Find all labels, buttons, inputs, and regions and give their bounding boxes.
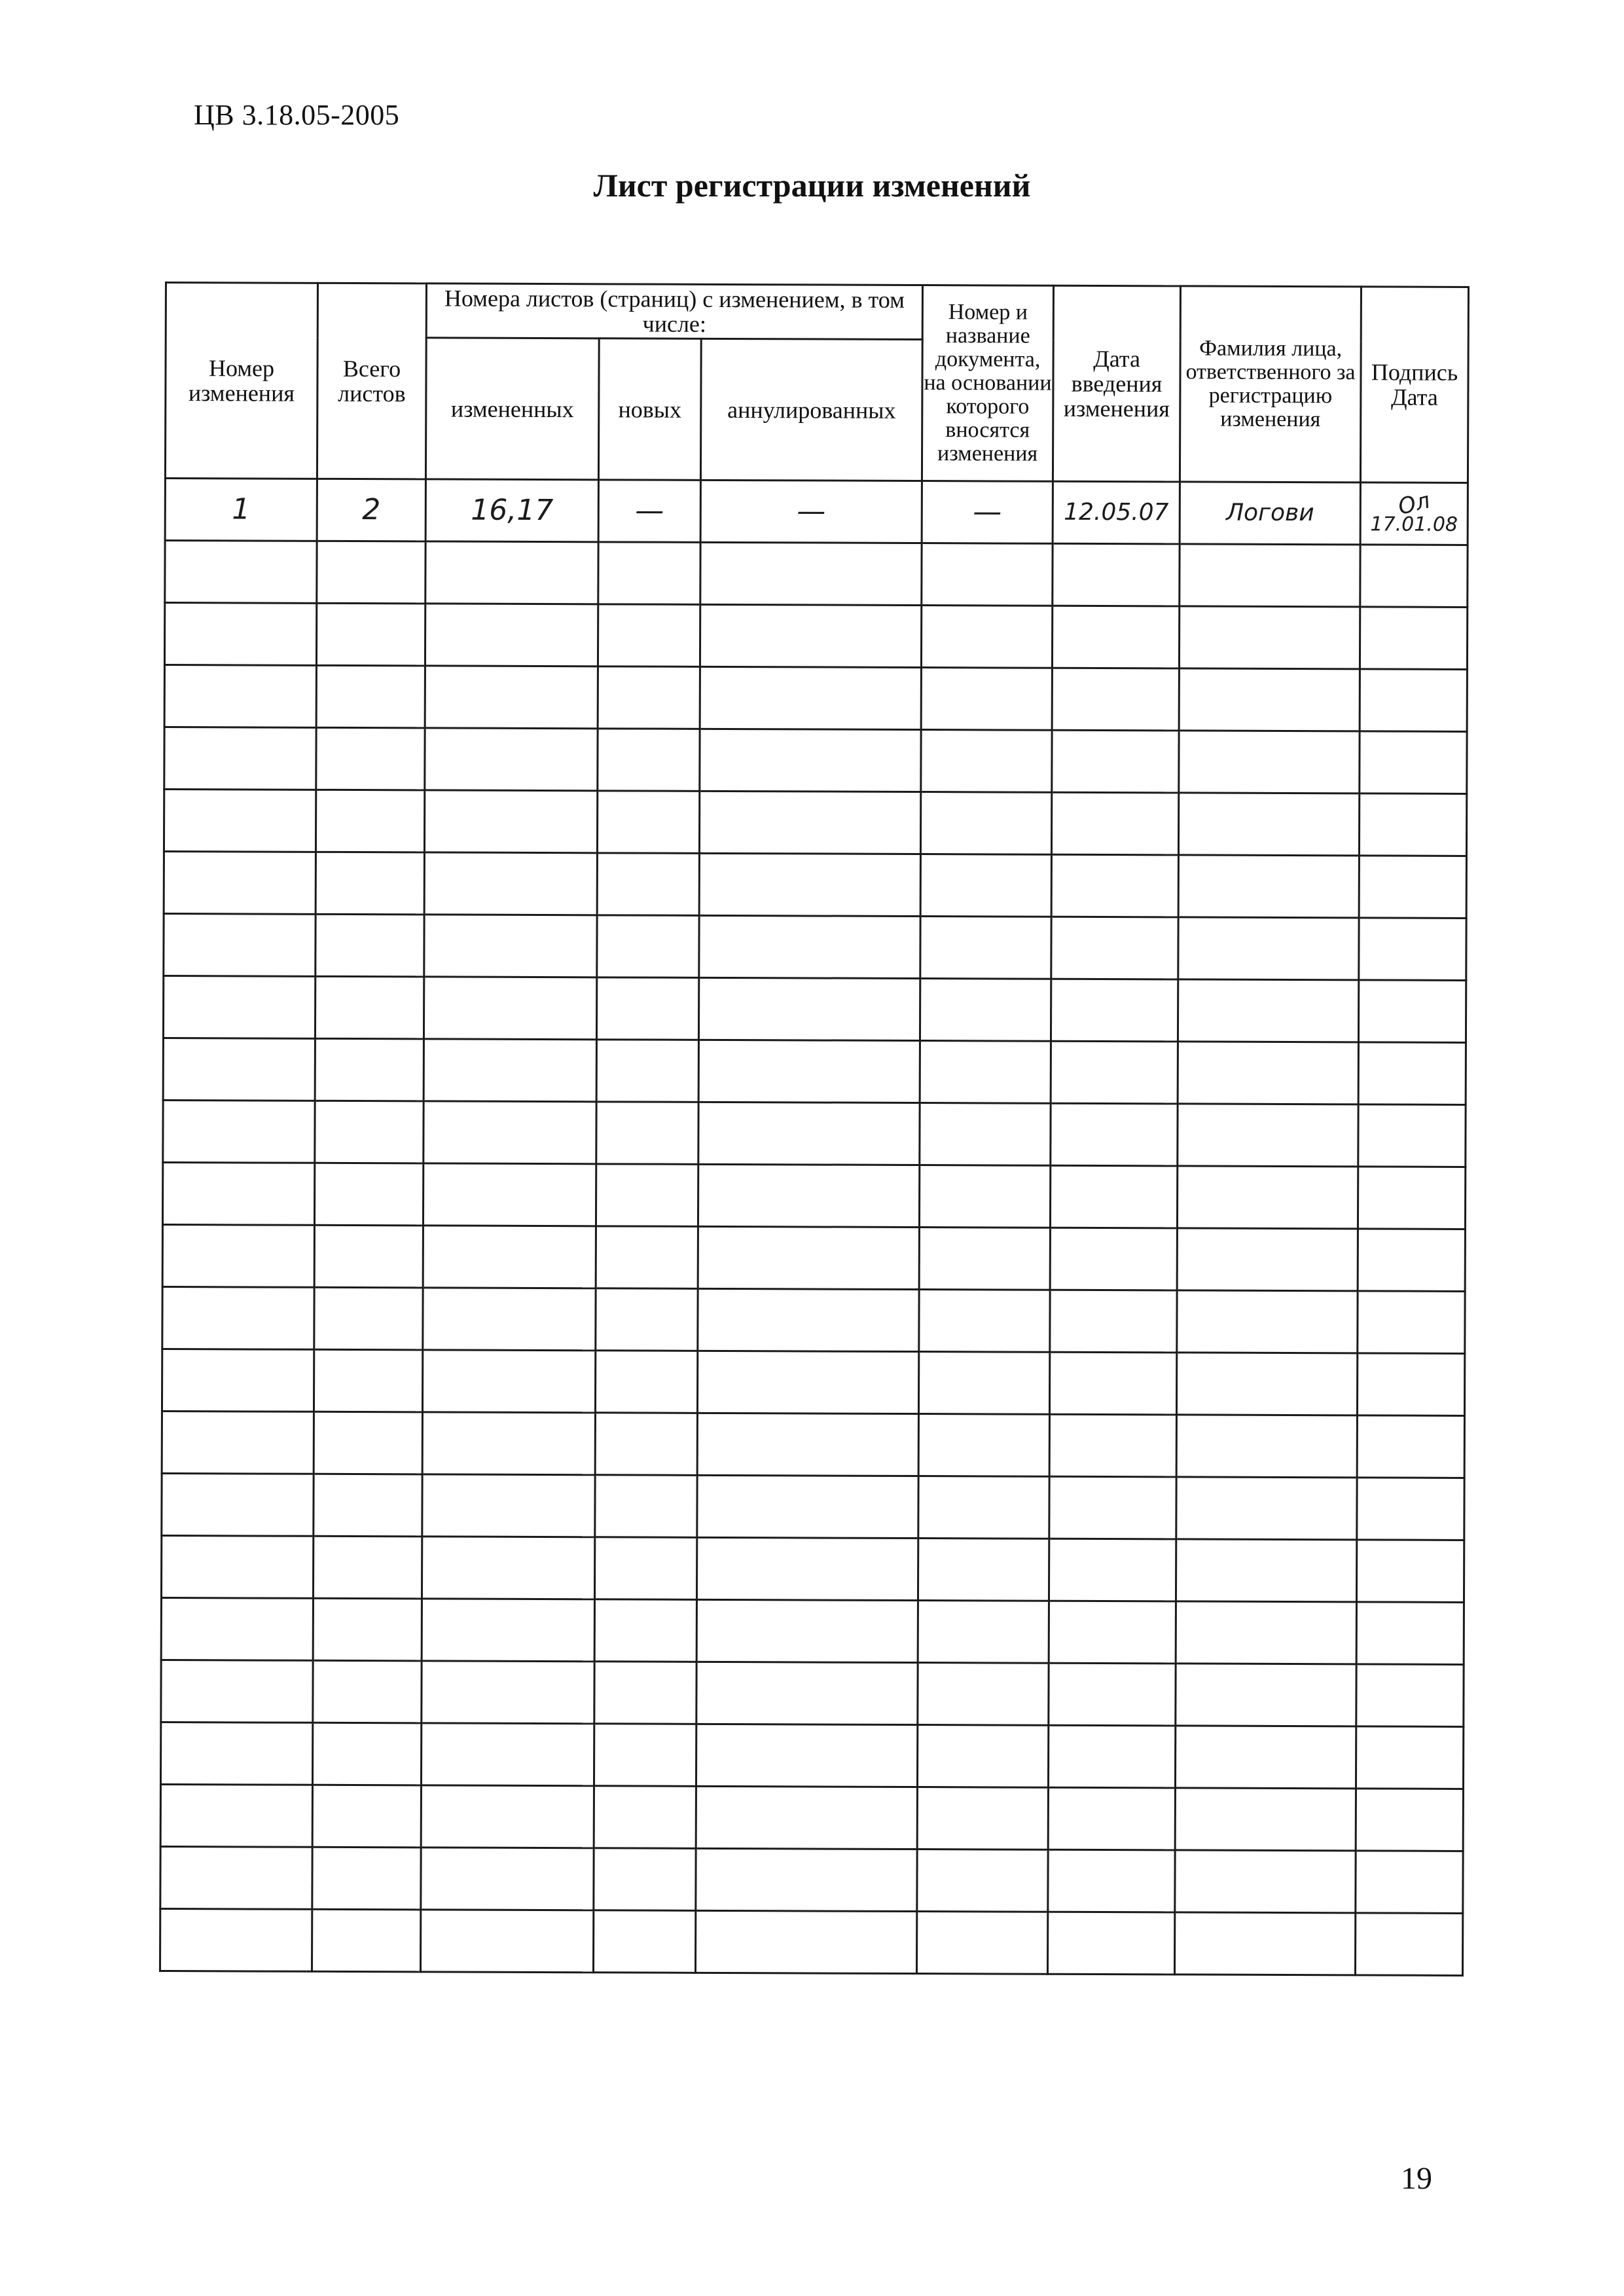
table-cell [1358, 980, 1466, 1043]
cell-new: — [598, 480, 700, 543]
table-cell [1360, 669, 1467, 732]
table-cell [422, 1412, 595, 1475]
table-cell [161, 1660, 313, 1722]
table-cell [1049, 1725, 1176, 1788]
table-cell [1052, 606, 1179, 668]
table-cell [1048, 1787, 1175, 1850]
signature-date-value: 17.01.08 [1370, 513, 1458, 536]
table-cell [160, 1722, 312, 1785]
table-cell [312, 1785, 421, 1848]
table-row [162, 1286, 1465, 1353]
table-cell [1356, 1726, 1464, 1789]
table-cell [312, 1847, 421, 1910]
table-cell [1359, 856, 1466, 919]
table-cell [421, 1723, 594, 1786]
table-cell [596, 1226, 698, 1289]
table-cell [594, 1848, 696, 1911]
table-cell [422, 1350, 595, 1413]
header-intro-date: Дата введения изменения [1053, 285, 1180, 482]
table-cell [695, 1910, 916, 1973]
table-cell [1051, 917, 1178, 979]
table-cell [918, 1663, 1049, 1726]
table-row [161, 1535, 1464, 1602]
table-cell [316, 852, 424, 915]
table-cell [1357, 1540, 1464, 1603]
table-cell [1356, 1602, 1464, 1665]
table-cell [1356, 1913, 1463, 1976]
table-cell [697, 1413, 918, 1476]
table-cell [315, 1038, 424, 1101]
table-cell [698, 977, 920, 1040]
table-cell [696, 1848, 917, 1911]
table-cell [1176, 1415, 1357, 1478]
table-cell [1052, 668, 1179, 731]
table-cell [317, 541, 425, 604]
table-row [163, 975, 1466, 1042]
table-row [163, 1100, 1466, 1167]
table-row [164, 603, 1467, 670]
cell-cancelled: — [700, 480, 922, 543]
table-cell [1049, 1476, 1176, 1539]
table-cell [424, 977, 596, 1040]
table-cell [161, 1597, 313, 1660]
table-cell [1360, 731, 1467, 794]
table-cell [921, 606, 1052, 668]
table-cell [1358, 1104, 1466, 1167]
table-row [162, 1224, 1465, 1291]
table-cell [164, 603, 316, 666]
table-cell [596, 1288, 698, 1351]
table-cell [162, 1411, 314, 1474]
table-cell [1049, 1663, 1176, 1726]
table-cell [1177, 1290, 1358, 1353]
cell-document-basis: — [922, 481, 1053, 544]
table-row [160, 1722, 1463, 1789]
table-cell [1051, 1041, 1178, 1104]
table-row [160, 1846, 1463, 1913]
table-cell [162, 1473, 314, 1536]
table-row [165, 479, 1468, 545]
header-document-basis: Номер и название документа, на основании которого вносятся изменения [922, 285, 1053, 482]
table-cell [595, 1413, 697, 1476]
table-row [162, 1349, 1464, 1415]
table-cell [314, 1225, 423, 1288]
table-cell [1049, 1601, 1176, 1664]
table-cell [165, 541, 317, 604]
table-cell [919, 1165, 1050, 1228]
table-cell [161, 1535, 313, 1598]
table-cell [162, 1162, 314, 1225]
table-cell [316, 914, 424, 977]
table-cell [164, 727, 316, 790]
table-cell [696, 1662, 918, 1724]
table-cell [1175, 1850, 1356, 1913]
table-row [165, 541, 1468, 608]
header-changed: измененных [425, 338, 599, 480]
table-cell [1176, 1601, 1356, 1664]
table-cell [1179, 606, 1360, 669]
table-row [162, 1411, 1464, 1478]
document-title: Лист регистрации изменений [593, 167, 1031, 204]
table-cell [594, 1662, 696, 1724]
table-row [160, 1908, 1462, 1975]
table-cell [595, 1475, 697, 1538]
table-cell [594, 1599, 696, 1662]
table-cell [314, 1412, 422, 1474]
table-cell [1178, 979, 1358, 1042]
header-change-number: Номер изменения [165, 283, 317, 479]
table-cell [164, 913, 316, 976]
table-cell [1358, 1167, 1465, 1230]
table-cell [1359, 793, 1466, 856]
table-cell [918, 1601, 1049, 1664]
table-cell [1053, 543, 1180, 606]
table-cell [162, 1286, 314, 1349]
table-cell [1179, 668, 1360, 731]
table-cell [1176, 1539, 1357, 1602]
table-cell [597, 791, 699, 854]
table-cell [700, 729, 921, 792]
table-cell [696, 1537, 918, 1600]
change-registration-table [159, 282, 1470, 1977]
table-cell [1177, 1166, 1358, 1229]
table-cell [1356, 1664, 1464, 1727]
table-cell [314, 1163, 423, 1226]
table-cell [1358, 1291, 1465, 1354]
table-cell [699, 791, 920, 854]
table-cell [922, 543, 1053, 606]
table-cell [700, 604, 921, 667]
table-cell [164, 665, 316, 728]
table-cell [316, 603, 425, 666]
table-cell [1051, 792, 1178, 855]
table-cell [1356, 1789, 1463, 1851]
table-row [161, 1597, 1464, 1664]
table-cell [1049, 1414, 1176, 1477]
table-cell [596, 977, 698, 1040]
change-registration-table-wrap [159, 282, 1468, 1977]
table-cell [423, 1226, 596, 1288]
table-cell [421, 1848, 594, 1910]
table-cell [1178, 1104, 1358, 1167]
table-cell [424, 790, 597, 853]
table-cell [1050, 1290, 1177, 1353]
header-sheet-numbers-group: Номера листов (страниц) с изменением, в том числе: [426, 283, 922, 340]
table-row [164, 913, 1466, 980]
table-cell [593, 1910, 695, 1973]
table-row [164, 790, 1466, 856]
table-cell [1357, 1353, 1464, 1416]
table-cell [315, 976, 424, 1039]
table-row [162, 1162, 1465, 1229]
table-cell [594, 1724, 696, 1787]
table-cell [598, 542, 700, 605]
table-cell [163, 1100, 315, 1163]
table-cell [920, 917, 1051, 979]
table-cell [1179, 731, 1360, 793]
table-cell [316, 665, 425, 728]
table-cell [1178, 1042, 1358, 1104]
table-cell [920, 1041, 1051, 1104]
table-cell [1052, 730, 1179, 793]
table-cell [918, 1414, 1049, 1477]
table-cell [316, 790, 424, 852]
table-cell [917, 1787, 1048, 1850]
table-cell [1048, 1912, 1175, 1975]
table-cell [1176, 1353, 1357, 1415]
header-responsible-person: Фамилия лица, ответственного за регистрацию изменения [1180, 286, 1361, 483]
table-cell [596, 1164, 698, 1227]
table-cell [1049, 1539, 1176, 1601]
table-cell [1359, 918, 1466, 981]
table-cell [594, 1786, 696, 1849]
table-cell [422, 1599, 594, 1662]
table-cell [425, 541, 598, 604]
table-cell [162, 1349, 314, 1412]
cell-change-number: 1 [165, 479, 317, 541]
table-cell [1175, 1788, 1356, 1851]
table-cell [920, 854, 1051, 917]
cell-changed: 16,17 [425, 479, 598, 542]
header-cancelled: аннулированных [700, 338, 922, 481]
table-cell [164, 851, 316, 914]
table-cell [919, 1290, 1050, 1353]
table-cell [597, 853, 699, 916]
table-cell [596, 1040, 698, 1102]
table-cell [919, 1228, 1050, 1290]
table-cell [920, 1103, 1051, 1166]
table-row [161, 1660, 1464, 1726]
table-cell [698, 1102, 920, 1165]
table-cell [700, 542, 922, 605]
signature-mark: Ол [1396, 487, 1433, 520]
table-cell [598, 666, 700, 729]
table-cell [917, 1912, 1048, 1975]
cell-total-sheets: 2 [317, 479, 425, 541]
table-cell [316, 727, 425, 790]
table-cell [1050, 1228, 1177, 1290]
table-row [164, 727, 1467, 794]
table-cell [917, 1850, 1048, 1912]
document-code: ЦВ 3.18.05-2005 [194, 99, 400, 131]
table-cell [920, 792, 1051, 855]
table-row [162, 1473, 1464, 1540]
table-cell [696, 1599, 918, 1662]
table-cell [1358, 1042, 1466, 1105]
table-cell [315, 1101, 424, 1163]
table-cell [1176, 1726, 1356, 1789]
table-cell [425, 728, 598, 791]
table-cell [918, 1725, 1049, 1788]
table-cell [597, 915, 699, 978]
header-total-sheets: Всего листов [317, 283, 426, 479]
table-cell [921, 730, 1052, 793]
table-cell [918, 1539, 1049, 1601]
table-cell [1051, 1103, 1178, 1166]
table-cell [314, 1287, 423, 1350]
table-cell [422, 1474, 595, 1537]
table-cell [1357, 1415, 1464, 1478]
table-cell [696, 1786, 917, 1849]
table-cell [696, 1724, 917, 1787]
table-cell [313, 1660, 422, 1723]
table-cell [1180, 544, 1360, 607]
table-cell [1050, 1165, 1177, 1228]
cell-signature-date [1360, 483, 1468, 545]
table-cell [700, 666, 921, 729]
table-cell [698, 1164, 919, 1227]
table-cell [918, 1476, 1049, 1539]
table-cell [698, 1226, 919, 1289]
header-signature-date: Подпись Дата [1360, 287, 1468, 483]
table-cell [422, 1661, 594, 1724]
table-row [164, 665, 1467, 732]
table-cell [313, 1536, 422, 1599]
header-new: новых [598, 338, 701, 481]
page-number: 19 [1401, 2161, 1432, 2196]
table-cell [919, 1352, 1050, 1415]
table-cell [424, 852, 597, 915]
table-cell [699, 853, 920, 916]
table-cell [160, 1784, 312, 1847]
table-cell [1176, 1477, 1357, 1540]
table-row [160, 1784, 1463, 1851]
table-cell [920, 979, 1051, 1042]
table-cell [314, 1474, 422, 1537]
table-cell [160, 1908, 312, 1971]
table-cell [313, 1598, 422, 1661]
table-cell [420, 1910, 593, 1973]
table-cell [697, 1351, 918, 1413]
table-cell [698, 1040, 920, 1102]
table-cell [424, 915, 597, 977]
table-cell [1176, 1664, 1356, 1726]
table-cell [598, 729, 700, 792]
table-cell [1051, 979, 1178, 1042]
cell-intro-date: 12.05.07 [1053, 481, 1180, 544]
cell-responsible-person: Логови [1180, 482, 1360, 545]
table-cell [162, 1224, 314, 1287]
table-cell [312, 1909, 420, 1972]
table-cell [1360, 607, 1467, 670]
table-cell [1357, 1478, 1464, 1540]
table-cell [163, 975, 315, 1038]
table-cell [1178, 917, 1359, 980]
table-cell [595, 1351, 697, 1413]
table-cell [424, 1101, 596, 1164]
table-cell [160, 1846, 312, 1909]
table-cell [697, 1475, 918, 1538]
table-cell [598, 604, 700, 667]
table-cell [596, 1102, 698, 1165]
table-cell [314, 1349, 422, 1412]
table-cell [1356, 1851, 1463, 1914]
table-cell [424, 1039, 596, 1102]
table-row [163, 1038, 1466, 1104]
table-cell [594, 1537, 696, 1600]
table-cell [422, 1537, 594, 1599]
table-body [160, 479, 1468, 1976]
table-cell [423, 1288, 596, 1351]
table-cell [1177, 1228, 1358, 1291]
table-cell [163, 1038, 315, 1101]
table-cell [425, 666, 598, 729]
table-cell [1178, 855, 1359, 918]
table-cell [698, 1288, 919, 1351]
table-cell [699, 915, 920, 978]
table-cell [1048, 1850, 1175, 1912]
table-cell [423, 1163, 596, 1226]
table-cell [1049, 1352, 1176, 1415]
table-cell [421, 1785, 594, 1848]
table-cell [921, 668, 1052, 731]
table-cell [1360, 545, 1468, 608]
table-cell [1178, 793, 1359, 856]
table-cell [1175, 1912, 1356, 1975]
table-cell [1051, 854, 1178, 917]
table-cell [425, 604, 598, 666]
table-cell [164, 790, 316, 852]
table-cell [312, 1722, 421, 1785]
table-cell [1358, 1229, 1465, 1292]
table-row [164, 851, 1466, 918]
